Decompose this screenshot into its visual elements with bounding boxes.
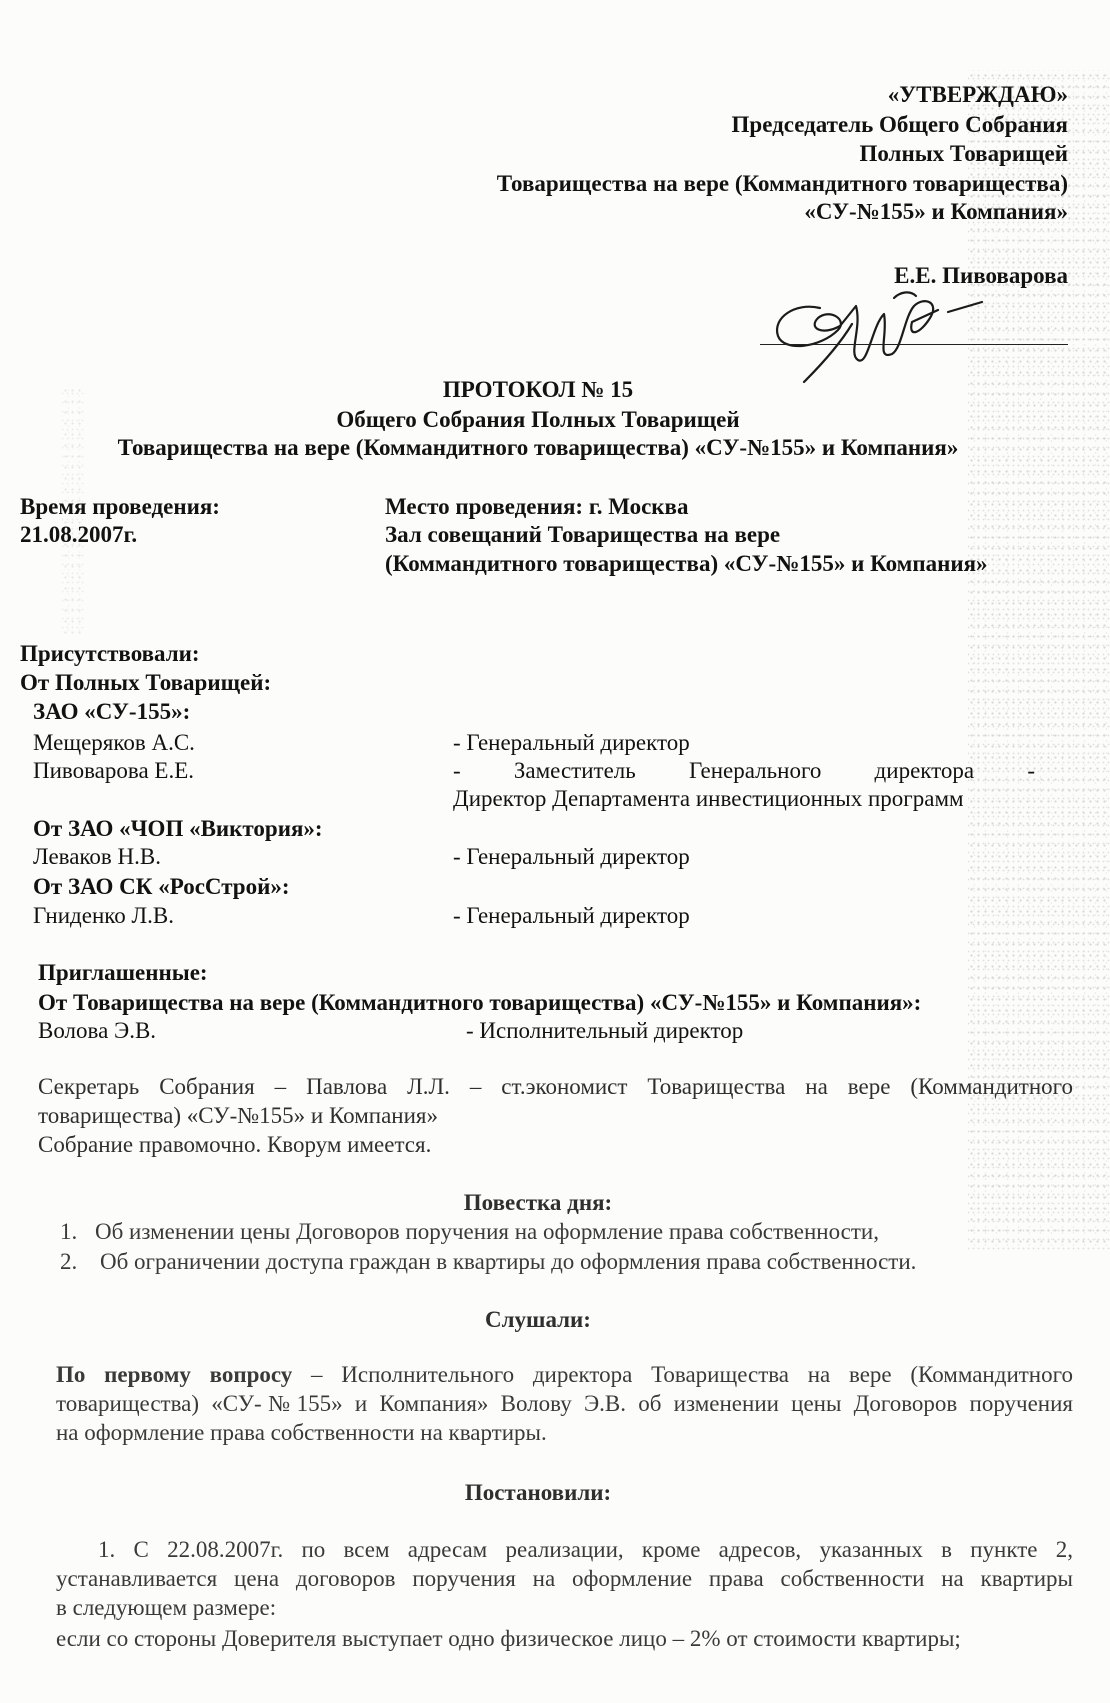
attendee-company-3: От ЗАО СК «РосСтрой»: [33, 874, 290, 899]
secretary-line-1: Секретарь Собрания – Павлова Л.Л. – ст.экономист Товарищества на вере (Коммандитного [38, 1074, 1073, 1099]
meeting-time-label: Время проведения: [20, 494, 220, 519]
agenda-item-text: Об ограничении доступа граждан в квартиры до оформления права собственности. [100, 1249, 917, 1274]
heard-heading: Слушали: [485, 1307, 591, 1332]
heard-line-2: товарищества) «СУ-№155» и Компания» Волову Э.В. об изменении цены Договоров поручения [56, 1391, 1073, 1416]
resolution-line-1: 1. С 22.08.2007г. по всем адресам реализации, кроме адресов, указанных в пункте 2, [98, 1537, 1073, 1562]
meeting-place-line-2: (Коммандитного товарищества) «СУ-№155» и Компания» [385, 551, 988, 576]
attendees-group-heading: От Полных Товарищей: [20, 670, 272, 695]
invited-name: Волова Э.В. [38, 1018, 157, 1043]
approval-position-2: Полных Товарищей [859, 141, 1068, 166]
resolved-heading: Постановили: [464, 1480, 612, 1505]
attendees-heading: Присутствовали: [20, 641, 200, 666]
invited-heading: Приглашенные: [38, 960, 208, 985]
resolution-line-4: если со стороны Доверителя выступает одно физическое лицо – 2% от стоимости квартиры; [56, 1626, 961, 1651]
attendee-name-1: Мещеряков А.С. [33, 730, 195, 755]
heard-line-3: на оформление права собственности на квартиры. [56, 1420, 547, 1445]
agenda-item-number: 1. [60, 1219, 78, 1244]
approval-signatory: Е.Е. Пивоварова [894, 263, 1068, 288]
meeting-place-line-1: Зал совещаний Товарищества на вере [385, 522, 781, 547]
agenda-item-number: 2. [60, 1249, 78, 1274]
heard-line-1-text: – Исполнительного директора Товарищества на вере (Коммандитного [292, 1362, 1073, 1387]
approval-org-line-2: «СУ-№155» и Компания» [804, 199, 1068, 224]
heard-line-1 [56, 1361, 1073, 1389]
heard-lead: По первому вопросу [56, 1362, 293, 1387]
invited-role: - Исполнительный директор [466, 1018, 744, 1043]
protocol-subtitle: Общего Собрания Полных Товарищей [336, 407, 740, 432]
signature-line [760, 344, 1068, 345]
attendee-company-1: ЗАО «СУ-155»: [33, 699, 191, 724]
attendee-role-3: - Генеральный директор [453, 844, 690, 869]
protocol-title: ПРОТОКОЛ № 15 [442, 377, 634, 402]
meeting-place-label: Место проведения: г. Москва [385, 494, 689, 519]
approval-org-line-1: Товарищества на вере (Коммандитного товарищества) [496, 171, 1068, 196]
secretary-line-2: товарищества) «СУ-№155» и Компания» [38, 1103, 439, 1128]
attendee-name-2: Пивоварова Е.Е. [33, 758, 194, 783]
meeting-date: 21.08.2007г. [20, 522, 138, 547]
agenda-item-text: Об изменении цены Договоров поручения на оформление права собственности, [95, 1219, 879, 1244]
approval-stamp: «УТВЕРЖДАЮ» [887, 82, 1068, 107]
attendee-company-2: От ЗАО «ЧОП «Виктория»: [33, 816, 323, 841]
attendee-role-4: - Генеральный директор [453, 903, 690, 928]
resolution-line-3: в следующем размере: [56, 1595, 277, 1620]
attendee-role-2: - Заместитель Генерального директора - [453, 758, 1035, 783]
agenda-heading: Повестка дня: [463, 1190, 613, 1215]
attendee-role-2-continued: Директор Департамента инвестиционных программ [453, 786, 964, 811]
approval-position: Председатель Общего Собрания [731, 112, 1068, 137]
attendee-name-4: Гниденко Л.В. [33, 903, 174, 928]
protocol-org: Товарищества на вере (Коммандитного товарищества) «СУ-№155» и Компания» [117, 435, 959, 460]
handwritten-signature [760, 278, 1060, 390]
attendee-role-1: - Генеральный директор [453, 730, 690, 755]
invited-group: От Товарищества на вере (Коммандитного товарищества) «СУ-№155» и Компания»: [38, 990, 922, 1015]
quorum-statement: Собрание правомочно. Кворум имеется. [38, 1132, 432, 1157]
attendee-name-3: Леваков Н.В. [33, 844, 161, 869]
resolution-line-2: устанавливается цена договоров поручения на оформление права собственности на квартиры [56, 1566, 1073, 1591]
